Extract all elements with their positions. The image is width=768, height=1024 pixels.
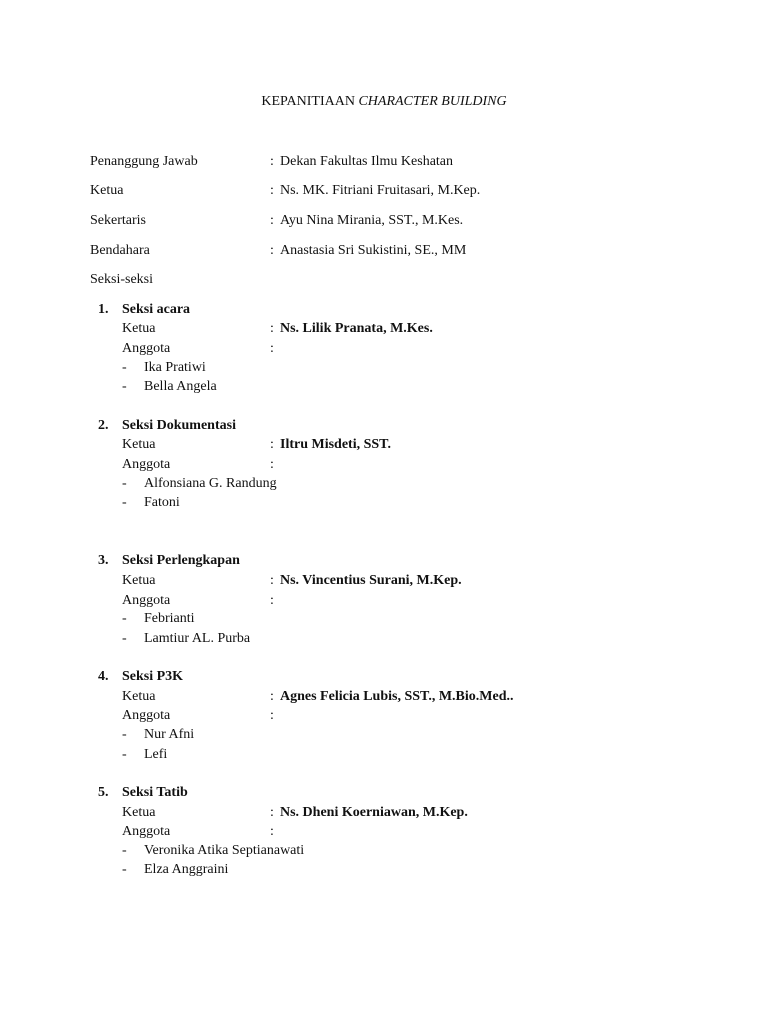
section-name: Seksi Dokumentasi [122, 418, 236, 433]
section-number: 4. [98, 669, 109, 684]
colon: : [270, 689, 274, 704]
colon: : [270, 213, 274, 228]
section-ketua: Ns. Dheni Koerniawan, M.Kep. [280, 805, 468, 820]
ketua-label: Ketua [122, 573, 156, 588]
colon: : [270, 573, 274, 588]
member-name: Lamtiur AL. Purba [144, 631, 251, 646]
colon: : [270, 321, 274, 336]
member-dash: - [122, 611, 127, 626]
officer-name: Ns. MK. Fitriani Fruitasari, M.Kep. [280, 183, 481, 198]
member-name: Fatoni [144, 495, 180, 510]
section-number: 3. [98, 553, 109, 568]
section-ketua: Ns. Lilik Pranata, M.Kes. [280, 321, 433, 336]
anggota-label: Anggota [122, 708, 171, 723]
document-title [0, 94, 768, 110]
member-dash: - [122, 727, 127, 742]
member-name: Nur Afni [144, 727, 195, 742]
sections-heading: Seksi-seksi [90, 272, 153, 287]
section-ketua: Ns. Vincentius Surani, M.Kep. [280, 573, 462, 588]
section-name: Seksi acara [122, 302, 191, 317]
officer-role: Bendahara [90, 243, 150, 258]
member-dash: - [122, 495, 127, 510]
anggota-label: Anggota [122, 593, 171, 608]
anggota-label: Anggota [122, 824, 171, 839]
officer-name: Dekan Fakultas Ilmu Keshatan [280, 154, 454, 169]
officer-role: Ketua [90, 183, 124, 198]
member-name: Lefi [144, 747, 168, 762]
member-dash: - [122, 379, 127, 394]
member-name: Veronika Atika Septianawati [144, 843, 305, 858]
colon: : [270, 183, 274, 198]
section-name: Seksi Tatib [122, 785, 188, 800]
ketua-label: Ketua [122, 321, 156, 336]
colon: : [270, 708, 274, 723]
officer-role: Sekertaris [90, 213, 146, 228]
section-number: 5. [98, 785, 109, 800]
colon: : [270, 341, 274, 356]
section-ketua: Agnes Felicia Lubis, SST., M.Bio.Med.. [280, 689, 514, 704]
member-name: Febrianti [144, 611, 195, 626]
colon: : [270, 437, 274, 452]
member-dash: - [122, 843, 127, 858]
member-dash: - [122, 476, 127, 491]
section-name: Seksi Perlengkapan [122, 553, 240, 568]
section-number: 2. [98, 418, 109, 433]
section-number: 1. [98, 302, 109, 317]
section-ketua: Iltru Misdeti, SST. [280, 437, 391, 452]
ketua-label: Ketua [122, 805, 156, 820]
colon: : [270, 593, 274, 608]
colon: : [270, 154, 274, 169]
anggota-label: Anggota [122, 341, 171, 356]
title-italic: CHARACTER BUILDING [358, 94, 507, 109]
colon: : [270, 243, 274, 258]
title-prefix: KEPANITIAAN [261, 94, 355, 109]
colon: : [270, 457, 274, 472]
anggota-label: Anggota [122, 457, 171, 472]
ketua-label: Ketua [122, 437, 156, 452]
ketua-label: Ketua [122, 689, 156, 704]
member-name: Elza Anggraini [144, 862, 229, 877]
member-name: Bella Angela [144, 379, 217, 394]
colon: : [270, 805, 274, 820]
officer-role: Penanggung Jawab [90, 154, 198, 169]
officer-name: Anastasia Sri Sukistini, SE., MM [280, 243, 467, 258]
member-dash: - [122, 631, 127, 646]
member-dash: - [122, 747, 127, 762]
member-dash: - [122, 862, 127, 877]
member-name: Alfonsiana G. Randung [144, 476, 277, 491]
section-name: Seksi P3K [122, 669, 184, 684]
member-name: Ika Pratiwi [144, 360, 206, 375]
officer-name: Ayu Nina Mirania, SST., M.Kes. [280, 213, 464, 228]
colon: : [270, 824, 274, 839]
member-dash: - [122, 360, 127, 375]
